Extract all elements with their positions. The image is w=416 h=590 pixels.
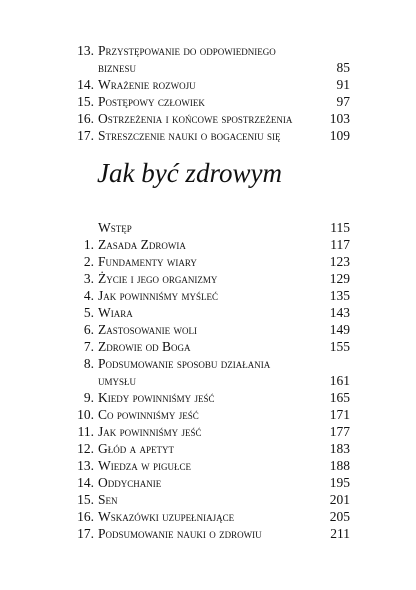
toc-entry: [0, 270, 416, 287]
entry-page: 201: [329, 492, 350, 507]
entry-title: biznesu: [98, 60, 136, 75]
entry-page: 129: [329, 271, 350, 286]
entry-number: 13.: [77, 43, 94, 58]
toc-entry: [0, 42, 416, 59]
entry-title: Podsumowanie nauki o zdrowiu: [98, 526, 262, 541]
toc-entry: [0, 127, 416, 144]
entry-page: 177: [329, 424, 350, 439]
entry-page: 117: [330, 237, 350, 252]
entry-number: 6.: [83, 322, 94, 337]
entry-page: 97: [336, 94, 350, 109]
entry-number: 1.: [83, 237, 94, 252]
toc-entry: [0, 406, 416, 423]
entry-page: 205: [329, 509, 350, 524]
toc-entry: [0, 355, 416, 372]
entry-title: Postępowy człowiek: [98, 94, 205, 109]
entry-page: 188: [329, 458, 350, 473]
entry-title: Zdrowie od Boga: [98, 339, 191, 354]
entry-number: 14.: [77, 77, 94, 92]
entry-number: 5.: [83, 305, 94, 320]
entry-title: Podsumowanie sposobu działania: [98, 356, 271, 371]
entry-number: 3.: [83, 271, 94, 286]
entry-number: 16.: [77, 111, 94, 126]
entry-title: umysłu: [98, 373, 137, 388]
toc-entry: [0, 474, 416, 491]
entry-title: Wiedza w pigułce: [98, 458, 191, 473]
entry-title: Wiara: [98, 305, 133, 320]
entry-page: 123: [329, 254, 350, 269]
entry-page: 149: [329, 322, 350, 337]
entry-title: Ostrzeżenia i końcowe spostrzeżenia: [98, 111, 293, 126]
entry-page: 195: [329, 475, 350, 490]
entry-number: 9.: [83, 390, 94, 405]
toc-entry: [0, 253, 416, 270]
entry-title: Zastosowanie woli: [98, 322, 197, 337]
entry-number: 12.: [77, 441, 94, 456]
entry-number: 4.: [83, 288, 94, 303]
entry-title: Fundamenty wiary: [98, 254, 197, 269]
toc-entry: [0, 321, 416, 338]
entry-title: Kiedy powinniśmy jeść: [98, 390, 215, 405]
entry-title: Wskazówki uzupełniające: [98, 509, 235, 524]
toc-entry: [0, 440, 416, 457]
entry-title: Przystępowanie do odpowiedniego: [98, 43, 276, 58]
entry-page: 155: [329, 339, 350, 354]
toc-entry: [0, 59, 416, 76]
toc-entry: [0, 372, 416, 389]
entry-title: Wstęp: [98, 220, 132, 235]
entry-title: Sen: [98, 492, 118, 507]
entry-number: 17.: [77, 526, 94, 541]
entry-title: Jak powinniśmy jeść: [98, 424, 202, 439]
entry-number: 14.: [77, 475, 94, 490]
entry-title: Wrażenie rozwoju: [98, 77, 196, 92]
entry-number: 15.: [77, 492, 94, 507]
entry-number: 2.: [83, 254, 94, 269]
entry-page: 165: [329, 390, 350, 405]
toc-entry: [0, 525, 416, 542]
toc-entry: [0, 491, 416, 508]
entry-page: 183: [329, 441, 350, 456]
entry-number: 13.: [77, 458, 94, 473]
toc-entry: [0, 93, 416, 110]
entry-title: Streszczenie nauki o bogaceniu się: [98, 128, 281, 143]
entry-number: 10.: [77, 407, 94, 422]
entry-page: 171: [329, 407, 350, 422]
entry-number: 7.: [83, 339, 94, 354]
entry-title: Co powinniśmy jeść: [98, 407, 199, 422]
entry-page: 85: [336, 60, 350, 75]
entry-title: Zasada Zdrowia: [98, 237, 186, 252]
entry-number: 8.: [83, 356, 94, 371]
toc-entry: [0, 76, 416, 93]
toc-entry: [0, 110, 416, 127]
entry-number: 17.: [77, 128, 94, 143]
entry-page: 91: [336, 77, 350, 92]
entry-number: 15.: [77, 94, 94, 109]
toc-entry: [0, 508, 416, 525]
entry-title: Głód a apetyt: [98, 441, 174, 456]
toc-entry: [0, 457, 416, 474]
entry-number: 16.: [77, 509, 94, 524]
entry-title: Oddychanie: [98, 475, 162, 490]
entry-number: 11.: [77, 424, 94, 439]
toc-entry: [0, 219, 416, 236]
entry-page: 135: [329, 288, 350, 303]
entry-page: 161: [329, 373, 350, 388]
toc-entry: [0, 338, 416, 355]
toc-entry: [0, 423, 416, 440]
toc-entry: [0, 389, 416, 406]
toc-entry: [0, 304, 416, 321]
entry-page: 103: [329, 111, 350, 126]
entry-title: Życie i jego organizmy: [98, 271, 218, 286]
toc-entry: [0, 287, 416, 304]
entry-title: Jak powinniśmy myśleć: [98, 288, 219, 303]
entry-page: 115: [330, 220, 350, 235]
entry-page: 109: [329, 128, 350, 143]
entry-page: 211: [330, 526, 350, 541]
toc-entry: [0, 236, 416, 253]
section-heading: Jak być zdrowym: [97, 158, 282, 188]
entry-page: 143: [329, 305, 350, 320]
